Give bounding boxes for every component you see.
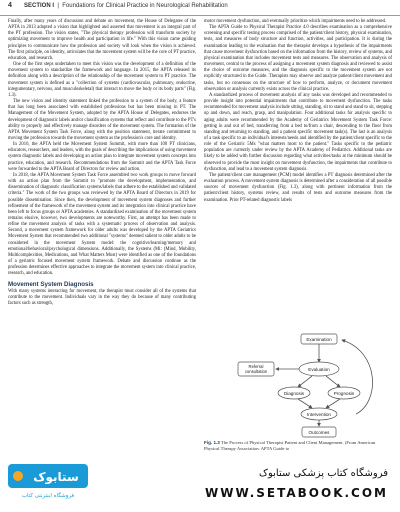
svg-text:Evaluation: Evaluation (308, 367, 330, 372)
pcm-process-diagram (204, 332, 392, 440)
paragraph: The APTA Guide to Physical Therapist Practice 4.0 describes examination as a comprehensive screening and specific testing process comprised of the patient/client history, physical examination, tests, and measures of body structure and function, activities, and participation. It is during the examination leading to the evaluation that the therapist develops a hypothesis of the impairments that cause movement dysfunction based on the information from the history, review of systems, and physical examination that includes movement tests and measures. The observation and analysis of movement, central to the process of assigning a movement system diagnosis and reviewed to assist the choice of outcome measures, and the diagnosis specific to the movement system are not explicitly structured in the Guide. Therapists may observe and analyze patient/client movement and tasks, but no consensus on the structure of how to perform, analyze, or document movement observation or analysis currently exists across the clinical practice. (204, 25, 392, 92)
paragraph: motor movement dysfunction, and eventually prioritize which impairments need to be addressed. (204, 19, 387, 24)
node-outcomes (302, 427, 336, 437)
site-name-persian: فروشگاه کتاب پزشکی ستابوک (259, 468, 388, 479)
svg-text:Intervention: Intervention (306, 412, 332, 417)
paragraph: A standardized process of movement analysis of any tasks was developed and recommended to provide insight into potential impairments that contribute to movement dysfunction. The tasks recommended for movement analysis include sitting, standing, sit to stand and stand to sit, stepping up and down, and reach, grasp, and manipulation. Four additional tasks for analysis specific to aging adults were recommended by the Academy of Geriatrics Movement System Task Force: getting in and out of bed, transferring from a bed to/from a chair, descending to the floor from standing and returning to standing, and a patient specific movement task(s). The last is an analysis of a task specific to an individual's interests/needs and identified by the patient/client specific to the role of the Geriatric 5Ms "what matters most to the patient." Tasks specific to the pediatric population are currently under review by the APTA Academy of Pediatrics. Additional tasks are likely to be added with further discussion regarding what activities/tasks at the minimum should be observed to provide the most insight on movement dysfunction, the impairments that contribute to dysfunction, and lead to a movement system diagnosis. (204, 92, 392, 172)
paragraph: In 2016, the APTA held the Movement System Summit, with more than 100 PT clinicians, educators, researchers, and leaders, with the goals of describing the implications of using movement system diagnostic labels and developing an action plan to integrate movement system concepts into practice, education, and research. Recommendations from the Summit and the APTA Task Force were forwarded to the APTA Board of Directors for review and action. (8, 142, 196, 172)
paragraph: With many systems interacting for movement, the therapist must consider all of the systems that contribute to the movement. Individuals vary in the way they do because of many contributing factors such as strength, (8, 288, 196, 307)
figure-caption (204, 440, 392, 452)
figure-caption-text: The Process of Physical Therapist Patient and Client Management. (From American Physical Therapy Association: APTA Guide to (204, 440, 376, 451)
connector-prognosis-intervention (326, 399, 340, 408)
section-subheading: Movement System Diagnosis (8, 280, 94, 288)
node-prognosis (328, 387, 360, 399)
svg-text:Outcomes: Outcomes (308, 430, 330, 435)
paragraph: The new vision and identity statement linked the profession to a system of the body, a feature that has long been associated with established professions but has been missing in PT. The Management of the Movement System, adopted by the APTA House of Delegates, endorses the development of diagnostic labels and/or classification systems that reflect and contribute to the PT's ability to properly and effectively manage disorders of the movement system. The formation of the APTA Movement System Task Force, along with the position statement, iterate commitment to moving the profession towards the movement system as the profession's core and identity. (8, 99, 196, 141)
svg-text:Referral: Referral (248, 364, 264, 369)
page-header (0, 0, 400, 16)
connector-evaluation-prognosis (326, 376, 340, 387)
site-url[interactable]: WWW.SETABOOK.COM (204, 486, 388, 500)
paragraph: The patient/client care management (PCM) model identifies a PT diagnosis determined after the evaluation process. A movement system diagnosis is determined after a consideration of all possible sources of movement dysfunction (Fig. 1.3), along with pertinent information from the patient/client history, systems review, and results of tests and outcome measures from the examination. Prior PT-related diagnostic labels (204, 172, 392, 203)
paragraph: Finally, after many years of discussion and debate on movement, the House of Delegates of the APTA in 2013 adopted a vision that highlighted and asserted that movement is an integral part of the PT profession. The vision states, "The physical therapy profession will transform society by optimizing movement to improve health and participation in life." With this vision came guiding principles to communicate how the profession and society will look when the vision is achieved. The first principle, on identity, articulates that the movement system will be the core of PT practice, education, and research. (8, 19, 196, 61)
left-column (8, 19, 196, 307)
svg-text:Diagnosis: Diagnosis (283, 391, 305, 396)
page-number: 4 (8, 2, 12, 9)
paragraph: One of the first steps undertaken to meet this vision was the development of a definition of the movement system to standardize the framework and language. In 2015, the APTA released its definition along with a description of the relationship of the movement system to PT practice. The movement system is defined as a "collection of systems (cardiovascular, pulmonary, endocrine, integumentary, nervous, and musculoskeletal) that interact to move the body or its body parts" (Fig. 1.3). (8, 62, 196, 98)
node-diagnosis (278, 387, 310, 399)
section-separator: | (55, 3, 61, 9)
svg-text:ستابوک: ستابوک (33, 470, 79, 484)
figure-label: Fig. 1.3 (204, 440, 220, 445)
connector-evaluation-diagnosis (298, 376, 312, 387)
svg-text:Examination: Examination (306, 337, 332, 342)
node-referral-consultation (238, 362, 274, 376)
node-intervention (301, 408, 337, 420)
connector-diagnosis-intervention (298, 399, 312, 408)
svg-text:Prognosis: Prognosis (333, 391, 355, 396)
node-evaluation (299, 362, 339, 376)
svg-text:consultation: consultation (244, 369, 268, 374)
svg-text:فروشگاه اینترنتی کتاب: فروشگاه اینترنتی کتاب (21, 493, 75, 499)
paragraph: In 2018, the APTA Movement System Task Force assembled two work groups to move forward with an action plan from the Summit to "promote the development, implementation, and dissemination of diagnostic classification systems/labels that adhere to the established and validated criteria." The work of the two groups was reviewed by the APTA Board of Directors in 2019 for possible dissemination. Since then, the development of movement system diagnoses and further refinement of the framework of the movement system and its integration into clinical practice have been left to focus groups or APTA academies. A standardized examination of the movement system remains elusive, however, two developments are noteworthy. First, an attempt has been made to refine the movement analysis of tasks with a systematic process of observation and analysis. Second, a movement system framework for older adults was developed by the APTA Geriatrics Movement System that recommended two additional "systems" deemed salient to older adults to be considered in the movement System model: the cognitive/learning/memory and emotional/behavioral/psychological dimensions. Additionally, the Systems (Mi: (Mind, Mobility, Multicomplexities, Medications, and What Matters Most) were identified as one of the foundations of a geriatric focused movement system framework. Debate and discussion continue as the profession determines effective approaches to integrate the movement system into clinical practice, research, and education. (8, 172, 196, 277)
node-examination (301, 334, 337, 344)
right-column (204, 19, 392, 204)
section-label: SECTION I (24, 3, 55, 9)
section-title: Foundations for Clinical Practice in Neurological Rehabilitation (62, 3, 228, 9)
setabook-logo (6, 462, 90, 502)
connector-reexamination-loop (342, 340, 373, 414)
running-head (24, 3, 228, 9)
